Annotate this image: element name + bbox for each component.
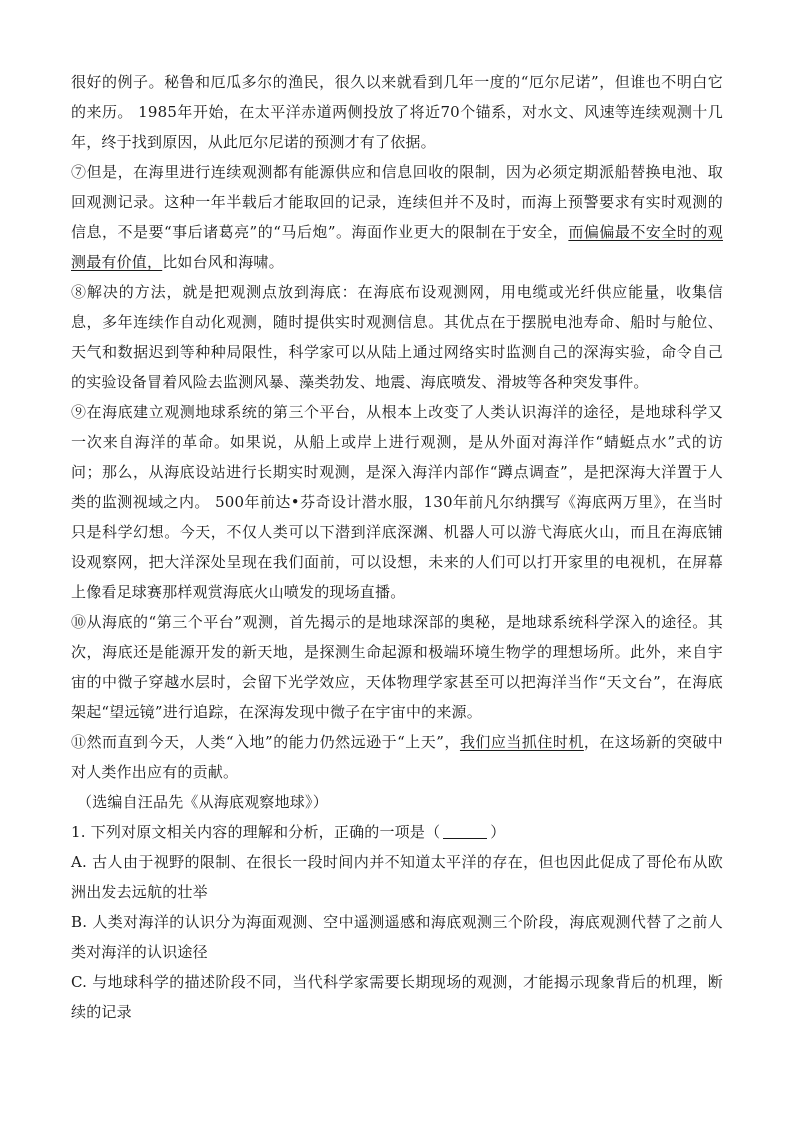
paragraph-text: ，在这场新的突破中对人类作出应有的贡献。	[71, 733, 724, 781]
paragraph-10	[71, 607, 723, 727]
paragraph-text: ⑧解决的方法，就是把观测点放到海底：在海底布设观测网，用电缆或光纤供应能量，收集信息，多年连续作自动化观测，随时提供实时观测信息。其优点在于摆脱电池寿命、船时与舱位、天气和数据迟到等种种局限性，科学家可以从陆上通过网络实时监测自己的深海实验，命令自己的实验设备冒着风险去监测风暴、藻类勃发、地震、海底喷发、滑坡等各种突发事件。	[71, 283, 723, 391]
source-citation: （选编自汪品先《从海底观察地球》）	[77, 793, 328, 811]
question-stem-close: ）	[490, 823, 506, 841]
paragraph-text: 很好的例子。秘鲁和厄瓜多尔的渔民，很久以来就看到几年一度的“厄尔尼诺”，但谁也不明白它的来历。 1985年开始，在太平洋赤道两侧投放了将近70个锚系，对水文、风速等连续观测十几年，终于找到原因，从此厄尔尼诺的预测才有了依据。	[71, 73, 723, 151]
underlined-phrase: 我们应当抓住时机	[459, 733, 584, 751]
answer-blank[interactable]	[443, 824, 487, 839]
paragraph-text: ⑪然而直到今天，人类“入地”的能力仍然远逊于“上天”，	[71, 733, 460, 751]
page-content	[71, 67, 723, 1027]
paragraph-7	[71, 157, 723, 277]
paragraph-8	[71, 277, 723, 397]
question-stem-text: 1. 下列对原文相关内容的理解和分析，正确的一项是（	[71, 823, 441, 841]
paragraph-text: ⑦但是，在海里进行连续观测都有能源供应和信息回收的限制，因为必须定期派船替换电池、取回观测记录。这种一年半载后才能取回的记录，连续但并不及时，而海上预警要求有实时观测的信息，不是要“事后诸葛亮”的“马后炮”。海面作业更大的限制在于安全，	[71, 163, 723, 241]
option-a: A. 古人由于视野的限制、在很长一段时间内并不知道太平洋的存在，但也因此促成了哥伦布从欧洲出发去远航的壮举	[71, 853, 723, 901]
question-stem	[71, 817, 723, 847]
paragraph-9	[71, 397, 723, 607]
paragraph-6-continued	[71, 67, 723, 157]
option-c: C. 与地球科学的描述阶段不同，当代科学家需要长期现场的观测，才能揭示现象背后的机理，断续的记录	[71, 973, 723, 1021]
paragraph-text: ⑩从海底的“第三个平台”观测，首先揭示的是地球深部的奥秘，是地球系统科学深入的途径。其次，海底还是能源开发的新天地，是探测生命起源和极端环境生物学的理想场所。此外，来自宇宙的中微子穿越水层时，会留下光学效应，天体物理学家甚至可以把海洋当作“天文台”，在海底架起“望远镜”进行追踪，在深海发现中微子在宇宙中的来源。	[71, 613, 723, 721]
paragraph-text: 比如台风和海啸。	[162, 253, 284, 271]
paragraph-text: ⑨在海底建立观测地球系统的第三个平台，从根本上改变了人类认识海洋的途径，是地球科学又一次来自海洋的革命。如果说，从船上或岸上进行观测，是从外面对海洋作“蜻蜓点水”式的访问；那么，从海底设站进行长期实时观测，是深入海洋内部作“蹲点调查”，是把深海大洋置于人类的监测视域之内。 500年前达•芬奇设计潜水服，130年前凡尔纳撰写《海底两万里》，在当时只是科学幻想。今天，不仅人类可以下潜到洋底深渊、机器人可以游弋海底火山，而且在海底铺设观察网，把大洋深处呈现在我们面前，可以设想，未来的人们可以打开家里的电视机，在屏幕上像看足球赛那样观赏海底火山喷发的现场直播。	[71, 403, 723, 601]
option-b: B. 人类对海洋的认识分为海面观测、空中遥测遥感和海底观测三个阶段，海底观测代替了之前人类对海洋的认识途径	[71, 913, 723, 961]
paragraph-11	[71, 727, 723, 787]
underlined-sentence: 而偏偏最不安全时的观测最有价值，	[71, 223, 723, 271]
